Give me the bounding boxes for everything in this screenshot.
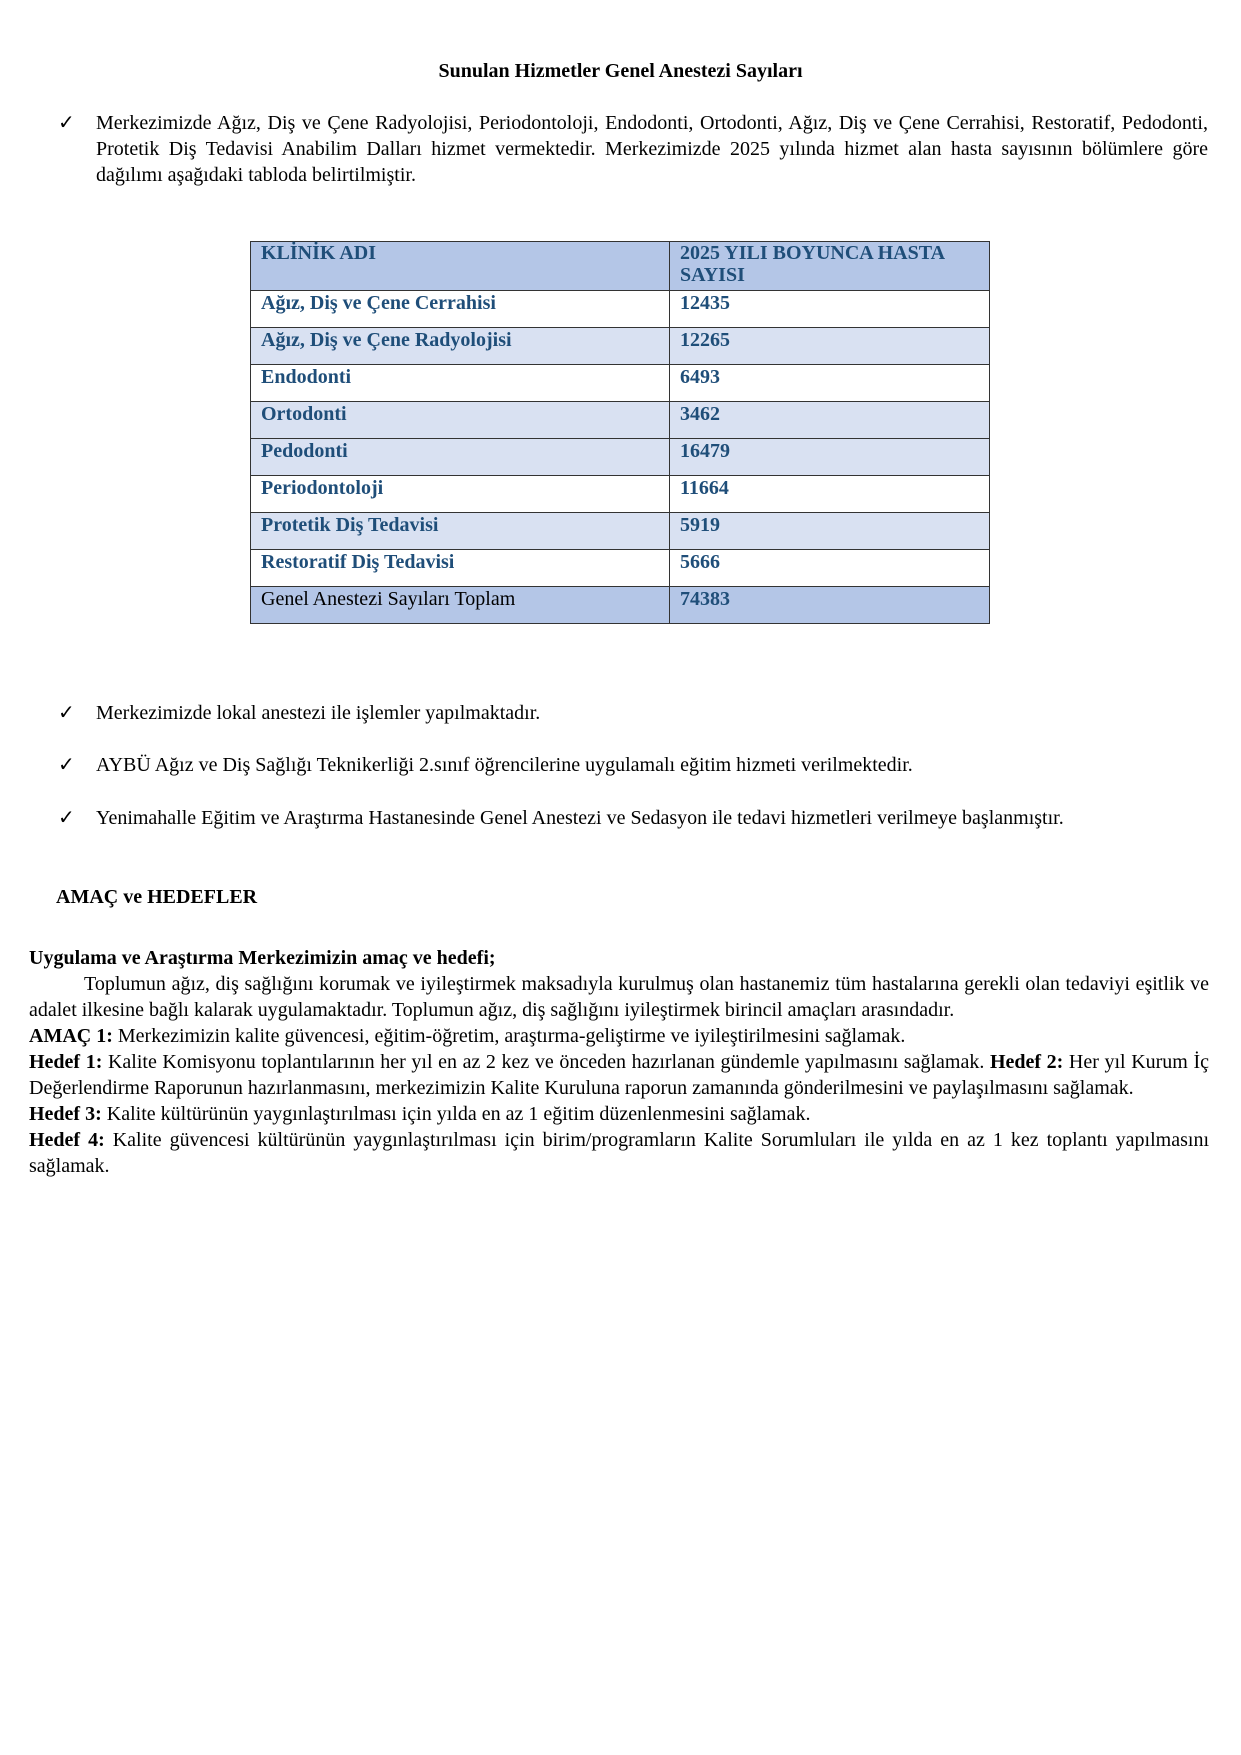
section-heading: AMAÇ ve HEDEFLER [56,886,258,908]
clinic-name: Periodontoloji [251,476,670,513]
clinic-name: Protetik Diş Tedavisi [251,513,670,550]
goals-intro: Toplumun ağız, diş sağlığını korumak ve iyileştirmek maksadıyla kurulmuş olan hastanemiz tüm hastalarına gerekli olan tedaviyi eşitlik ve adalet ilkesine bağlı kalarak uygulamaktadır. Toplumun ağız, diş sağlığını iyileştirmek birincil amaçları arasındadır. [29,973,1209,1021]
clinic-name: Endodonti [251,365,670,402]
bullet-text: Merkezimizde Ağız, Diş ve Çene Radyolojisi, Periodontoloji, Endodonti, Ortodonti, Ağız, Diş ve Çene Cerrahisi, Restoratif, Pedodonti, Protetik Diş Tedavisi Anabilim Dalları hizmet vermektedir. Merkezimizde 2025 yılında hizmet alan hasta sayısının bölümlere göre dağılımı aşağıdaki tabloda belirtilmiştir. [96,112,1208,186]
patient-count: 6493 [670,365,990,402]
bullet-text: Merkezimizde lokal anestezi ile işlemler yapılmaktadır. [96,702,541,724]
check-icon: ✓ [58,754,75,776]
table-row [251,291,990,328]
check-icon: ✓ [58,807,75,829]
clinic-name: Ağız, Diş ve Çene Cerrahisi [251,291,670,328]
total-label: Genel Anestezi Sayıları Toplam [251,587,670,624]
clinic-name: Ortodonti [251,402,670,439]
bullet-item [58,700,1208,726]
bullet-item [58,805,1208,831]
table-row [251,476,990,513]
hedef-2-text: Her yıl Kurum İç Değerlendirme Raporunun hazırlanmasını, merkezimizin Kalite Kuruluna raporun zamanında gönderilmesini ve paylaşılmasını sağlamak. [29,1051,1209,1099]
patient-count: 12265 [670,328,990,365]
page-title: Sunulan Hizmetler Genel Anestezi Sayıları [438,60,803,82]
hedef-3-text: Kalite kültürünün yaygınlaştırılması için yılda en az 1 eğitim düzenlenmesini sağlamak. [101,1103,811,1125]
hedef-4 [29,1127,1209,1179]
bullet-item [58,110,1208,188]
check-icon: ✓ [58,702,75,724]
amac-1-text: Merkezimizin kalite güvencesi, eğitim-öğretim, araştırma-geliştirme ve iyileştirilmesini sağlamak. [112,1025,906,1047]
header-patient-count: 2025 YILI BOYUNCA HASTA SAYISI [670,242,990,291]
hedef-2-label: Hedef 2: [989,1051,1064,1073]
patient-count: 3462 [670,402,990,439]
table-total-row [251,587,990,624]
table-row [251,365,990,402]
clinic-name: Ağız, Diş ve Çene Radyolojisi [251,328,670,365]
clinic-name: Restoratif Diş Tedavisi [251,550,670,587]
goals-section [29,945,1209,1179]
hedef-1-2 [29,1049,1209,1101]
patient-count: 11664 [670,476,990,513]
bullet-text: AYBÜ Ağız ve Diş Sağlığı Teknikerliği 2.sınıf öğrencilerine uygulamalı eğitim hizmeti verilmektedir. [96,754,913,776]
goals-subheading: Uygulama ve Araştırma Merkezimizin amaç ve hedefi; [29,947,496,969]
table-header-row [251,242,990,291]
bullet-text: Yenimahalle Eğitim ve Araştırma Hastanesinde Genel Anestezi ve Sedasyon ile tedavi hizmetleri verilmeye başlanmıştır. [96,807,1064,829]
header-clinic-name: KLİNİK ADI [251,242,670,291]
hedef-4-text: Kalite güvencesi kültürünün yaygınlaştırılması için birim/programların Kalite Sorumluları ile yılda en az 1 kez toplantı yapılmasını sağlamak. [29,1129,1209,1177]
patient-count: 5666 [670,550,990,587]
hedef-3-label: Hedef 3: [29,1103,102,1125]
table-row [251,439,990,476]
table-row [251,513,990,550]
total-value: 74383 [670,587,990,624]
clinic-name: Pedodonti [251,439,670,476]
check-icon: ✓ [58,112,75,134]
hedef-4-label: Hedef 4: [29,1129,105,1151]
amac-1-label: AMAÇ 1: [29,1025,113,1047]
hedef-3 [29,1101,1209,1127]
patient-count: 5919 [670,513,990,550]
clinic-patient-table [250,241,990,624]
hedef-1-label: Hedef 1: [29,1051,103,1073]
patient-count: 12435 [670,291,990,328]
table-row [251,402,990,439]
amac-1 [29,1023,1209,1049]
table-row [251,328,990,365]
table-row [251,550,990,587]
bullet-item [58,752,1208,778]
hedef-1-text: Kalite Komisyonu toplantılarının her yıl en az 2 kez ve önceden hazırlanan gündemle yapılmasını sağlamak. [102,1051,990,1073]
patient-count: 16479 [670,439,990,476]
